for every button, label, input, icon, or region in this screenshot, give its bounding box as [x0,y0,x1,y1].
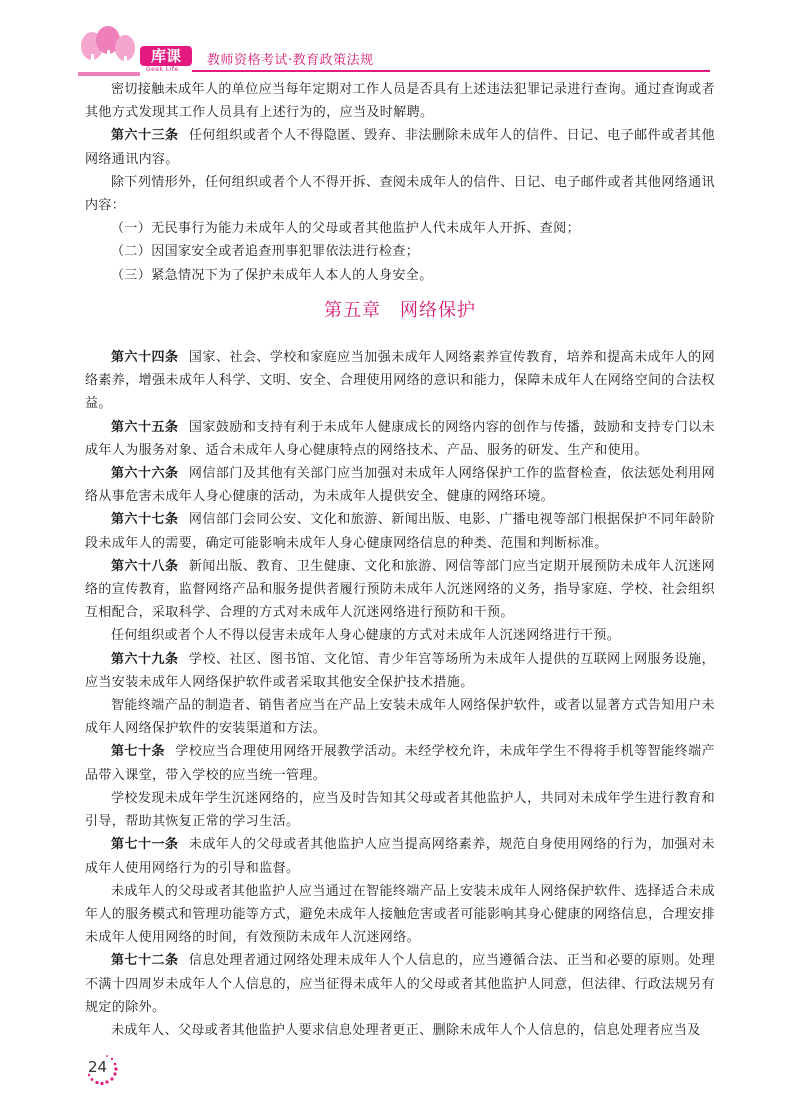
article-text: 信息处理者通过网络处理未成年人个人信息的，应当遵循合法、正当和必要的原则。处理不满十四周岁未成年人个人信息的，应当征得未成年人的父母或者其他监护人同意，但法律、行政法规另有规定的除外。 [85,953,715,1015]
header-divider [192,70,710,72]
article-72 [85,949,715,1019]
paragraph: 密切接触未成年人的单位应当每年定期对工作人员是否具有上述违法犯罪记录进行查询。通过查询或者其他方式发现其工作人员具有上述行为的，应当及时解聘。 [85,82,715,121]
list-item: （三）紧急情况下为了保护未成年人本人的人身安全。 [111,267,433,283]
article-70 [85,740,715,786]
page-body [85,78,715,1042]
paragraph: 除下列情形外，任何组织或者个人不得开拆、查阅未成年人的信件、日记、电子邮件或者其他网络通讯内容： [85,174,715,214]
article-69 [85,648,715,694]
article-63 [85,124,715,170]
article-label: 第六十三条 [111,128,179,144]
article-label: 第六十七条 [111,512,179,528]
article-64 [85,346,715,416]
tree-logo-icon [78,26,140,76]
article-label: 第六十六条 [111,466,179,482]
article-66 [85,462,715,508]
article-text: 网信部门及其他有关部门应当加强对未成年人网络保护工作的监督检查，依法惩处利用网络从事危害未成年人身心健康的活动，为未成年人提供安全、健康的网络环境。 [85,466,715,505]
article-label: 第七十二条 [111,953,179,969]
page-header [0,0,800,80]
article-label: 第七十一条 [111,837,179,853]
article-label: 第六十四条 [111,350,179,366]
article-65 [85,416,715,462]
header-title: 教师资格考试·教育政策法规 [207,53,374,68]
list-item: （一）无民事行为能力未成年人的父母或者其他监护人代未成年人开拆、查阅； [111,221,581,237]
article-text: 学校应当合理使用网络开展教学活动。未经学校允许，未成年学生不得将手机等智能终端产品带入课堂，带入学校的应当统一管理。 [85,744,715,783]
brand-logo: 库课 [140,46,192,66]
article-label: 第六十五条 [111,419,179,435]
paragraph: 未成年人的父母或者其他监护人应当通过在智能终端产品上安装未成年人网络保护软件、选择适合未成年人的服务模式和管理功能等方式，避免未成年人接触危害或者可能影响其身心健康的网络信息，合理安排未成年人使用网络的时间，有效预防未成年人沉迷网络。 [85,883,715,946]
article-68 [85,555,715,625]
list-item: （二）因国家安全或者追查刑事犯罪依法进行检查； [111,244,420,260]
article-text: 国家鼓励和支持有利于未成年人健康成长的网络内容的创作与传播，鼓励和支持专门以未成年人为服务对象、适合未成年人身心健康特点的网络技术、产品、服务的研发、生产和使用。 [85,419,715,458]
article-67 [85,508,715,554]
article-label: 第六十八条 [111,558,179,574]
article-label: 第七十条 [111,744,165,760]
article-text: 学校、社区、图书馆、文化馆、青少年宫等场所为未成年人提供的互联网上网服务设施，应当安装未成年人网络保护软件或者采取其他安全保护技术措施。 [85,651,715,690]
article-label: 第六十九条 [111,651,179,667]
page-number: 24 [88,1058,108,1076]
chapter-heading: 第五章 网络保护 [324,299,476,321]
paragraph: 学校发现未成年学生沉迷网络的，应当及时告知其父母或者其他监护人，共同对未成年学生进行教育和引导，帮助其恢复正常的学习生活。 [85,790,715,830]
paragraph: 任何组织或者个人不得以侵害未成年人身心健康的方式对未成年人沉迷网络进行干预。 [111,628,621,644]
article-text: 网信部门会同公安、文化和旅游、新闻出版、电影、广播电视等部门根据保护不同年龄阶段未成年人的需要，确定可能影响未成年人身心健康网络信息的种类、范围和判断标准。 [85,512,715,551]
brand-tagline: Geek Life [146,66,179,73]
article-text: 新闻出版、教育、卫生健康、文化和旅游、网信等部门应当定期开展预防未成年人沉迷网络的宣传教育，监督网络产品和服务提供者履行预防未成年人沉迷网络的义务，指导家庭、学校、社会组织互相配合，采取科学、合理的方式对未成年人沉迷网络进行预防和干预。 [85,558,715,621]
paragraph: 智能终端产品的制造者、销售者应当在产品上安装未成年人网络保护软件，或者以显著方式告知用户未成年人网络保护软件的安装渠道和方法。 [85,698,715,737]
article-71 [85,833,715,879]
article-text: 任何组织或者个人不得隐匿、毁弃、非法删除未成年人的信件、日记、电子邮件或者其他网络通讯内容。 [85,128,715,167]
article-text: 国家、社会、学校和家庭应当加强未成年人网络素养宣传教育，培养和提高未成年人的网络素养，增强未成年人科学、文明、安全、合理使用网络的意识和能力，保障未成年人在网络空间的合法权益。 [85,350,715,412]
paragraph: 未成年人、父母或者其他监护人要求信息处理者更正、删除未成年人个人信息的，信息处理者应当及 [111,1022,701,1038]
article-text: 未成年人的父母或者其他监护人应当提高网络素养，规范自身使用网络的行为，加强对未成年人使用网络行为的引导和监督。 [85,837,715,876]
